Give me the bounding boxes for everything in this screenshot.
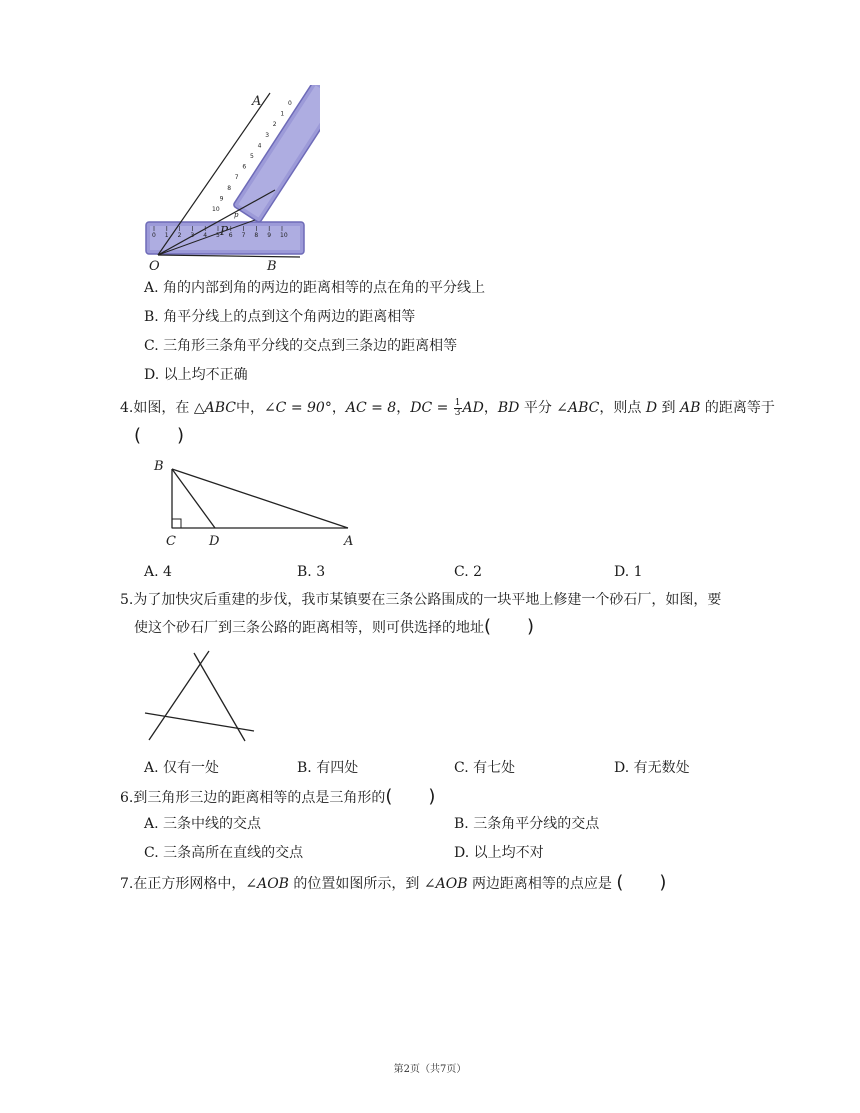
slanted-ruler-tick-label: 0 xyxy=(288,100,292,107)
fraction-one-third: $\frac{1}{3}$ xyxy=(454,397,461,418)
bottom-ruler-tick-label: 6 xyxy=(228,232,233,239)
slanted-ruler-tick-label: 2 xyxy=(272,121,277,129)
label-p: P xyxy=(220,224,229,238)
q6-option-a[interactable]: A. 三条中线的交点 xyxy=(144,816,262,832)
bottom-ruler-tick-label: 3 xyxy=(190,232,195,239)
bottom-ruler-tick-label: 4 xyxy=(203,232,208,239)
bottom-ruler-tick-label: 5 xyxy=(216,232,220,239)
tri-label-b: B xyxy=(154,459,164,474)
q5-option-a[interactable]: A. 仅有一处 xyxy=(144,760,220,776)
bottom-ruler-tick-label: 10 xyxy=(280,232,288,239)
q3-option-a[interactable]: A. 角的内部到角的两边的距离相等的点在角的平分线上 xyxy=(144,280,486,296)
q6-option-c[interactable]: C. 三条高所在直线的交点 xyxy=(144,845,304,861)
triangle-abc-figure xyxy=(148,455,363,550)
slanted-ruler-tick-label: 4 xyxy=(257,142,262,150)
q5-stem-line1: 5.为了加快灾后重建的步伐，我市某镇要在三条公路围成的一块平地上修建一个砂石厂，如图，要 xyxy=(120,592,722,608)
bottom-ruler-tick-label: 8 xyxy=(254,232,259,239)
q6-answer-paren[interactable]: ( ) xyxy=(385,786,436,807)
q6-option-b[interactable]: B. 三条角平分线的交点 xyxy=(454,816,600,832)
slanted-ruler-tick-label: 3 xyxy=(265,131,270,139)
q3-option-c[interactable]: C. 三角形三条角平分线的交点到三条边的距离相等 xyxy=(144,338,458,354)
q4-answer-paren[interactable]: ( ) xyxy=(134,425,185,446)
q5-option-d[interactable]: D. 有无数处 xyxy=(614,760,690,776)
q4-option-c[interactable]: C. 2 xyxy=(454,564,483,580)
bottom-ruler-tick-label: 2 xyxy=(177,232,182,239)
bottom-ruler-tick-label: 9 xyxy=(267,232,272,239)
bottom-ruler-tick-label: 1 xyxy=(164,232,169,239)
slanted-ruler-tick-label: 6 xyxy=(242,163,247,171)
bottom-ruler-tick-label: 0 xyxy=(152,232,156,239)
q5-option-c[interactable]: C. 有七处 xyxy=(454,760,516,776)
page-footer: 第2页（共7页） xyxy=(393,1064,467,1075)
tri-label-d: D xyxy=(209,534,220,549)
bottom-ruler-tick-label: 7 xyxy=(241,232,246,239)
q3-option-d[interactable]: D. 以上均不正确 xyxy=(144,367,248,383)
q5-option-b[interactable]: B. 有四处 xyxy=(297,760,359,776)
slanted-ruler-tick-label: 10 xyxy=(212,206,220,213)
label-a: A xyxy=(252,94,262,109)
slanted-ruler-tick-label: 1 xyxy=(280,110,285,118)
slanted-ruler-tick-label: 5 xyxy=(250,153,254,160)
q3-option-b[interactable]: B. 角平分线上的点到这个角两边的距离相等 xyxy=(144,309,416,325)
slanted-ruler-tick-label: 7 xyxy=(234,174,239,182)
rulers-figure xyxy=(140,85,320,275)
q7-answer-paren[interactable]: ( ) xyxy=(616,872,667,893)
q6-option-d[interactable]: D. 以上均不对 xyxy=(454,845,544,861)
q5-stem-line2: 使这个砂石厂到三条公路的距离相等，则可供选择的地址( ) xyxy=(134,616,535,637)
label-b: B xyxy=(267,259,277,274)
q4-stem: 4.如图，在 △ABC中，∠C = 90°，AC = 8，DC = $\frac{1}{3}$ AD，BD 平分 ∠ABC，则点 D 到 AB 的距离等于 xyxy=(120,397,775,418)
label-o: O xyxy=(149,259,160,274)
q6-stem: 6.到三角形三边的距离相等的点是三角形的( ) xyxy=(120,786,436,807)
three-roads-figure xyxy=(142,648,262,748)
slanted-ruler-tick-label: 8 xyxy=(227,184,232,192)
label-p-small: p xyxy=(234,211,239,219)
q7-stem: 7.在正方形网格中，∠AOB 的位置如图所示，到 ∠AOB 两边距离相等的点应是 ( ) xyxy=(120,872,667,893)
tri-label-a: A xyxy=(344,534,354,549)
q5-answer-paren[interactable]: ( ) xyxy=(484,616,535,637)
q4-option-a[interactable]: A. 4 xyxy=(144,564,172,580)
q4-option-d[interactable]: D. 1 xyxy=(614,564,643,580)
q4-option-b[interactable]: B. 3 xyxy=(297,564,326,580)
slanted-ruler-tick-label: 9 xyxy=(219,195,224,203)
tri-label-c: C xyxy=(166,534,176,549)
